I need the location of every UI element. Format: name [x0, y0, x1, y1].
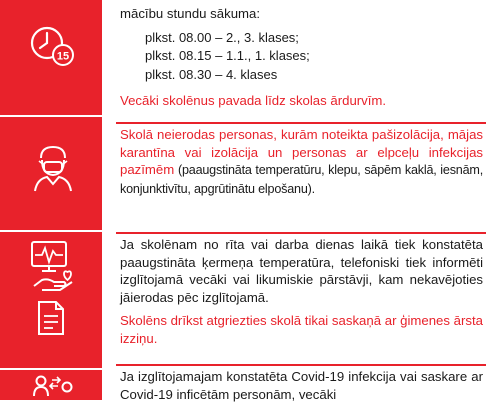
schedule-item: plkst. 08.00 – 2., 3. klases;	[145, 30, 299, 45]
schedule-item: plkst. 08.30 – 4. klases	[145, 66, 278, 82]
people-contact-icon	[32, 374, 76, 400]
symptoms-red-text: Skolā neierodas personas, kurām noteikta pašizolācija, mājas karantīna vai izolācija un personas ar elpceļu infekcijas pazīmēm	[120, 127, 483, 177]
covid-contact-paragraph: Ja izglītojamajam konstatēta Covid-19 infekcija vai saskare ar Covid-19 inficētām personām, vecāki	[120, 369, 483, 402]
document-icon	[36, 300, 66, 336]
arrival-intro-text: mācību stundu sākuma:	[120, 6, 261, 21]
symptoms-detail-text: (paaugstināta temperatūru, klepu, sāpēm kaklā, iesnām, konjunktivītu, apgrūtinātu elpošanu).	[120, 163, 483, 196]
section-divider	[116, 364, 486, 366]
temperature-paragraph: Ja skolēnam no rīta vai darba dienas laikā tiek konstatēta paaugstināta ķermeņa temperatūra, telefoniski tiek informēti izglītojamā vecāki vai likumiskie pārstāvji, kam nekavējoties jāierodas pēc izglītojamā.	[120, 237, 483, 305]
symptoms-paragraph	[120, 126, 483, 198]
section-divider	[116, 232, 486, 234]
arrival-schedule	[145, 29, 310, 84]
hand-heart-icon	[30, 268, 76, 294]
face-mask-person-icon	[33, 144, 73, 192]
schedule-item: plkst. 08.15 – 1.1., 1. klases;	[145, 48, 310, 64]
parents-escort-note: Vecāki skolēnus pavada līdz skolas ārdurvīm.	[120, 93, 387, 108]
return-to-school-note: Skolēns drīkst atgriezties skolā tikai saskaņā ar ģimenes ārsta izziņu.	[120, 313, 483, 346]
section-divider	[116, 122, 486, 124]
svg-text:15: 15	[56, 50, 70, 63]
clock-15-minutes-icon	[28, 22, 76, 70]
